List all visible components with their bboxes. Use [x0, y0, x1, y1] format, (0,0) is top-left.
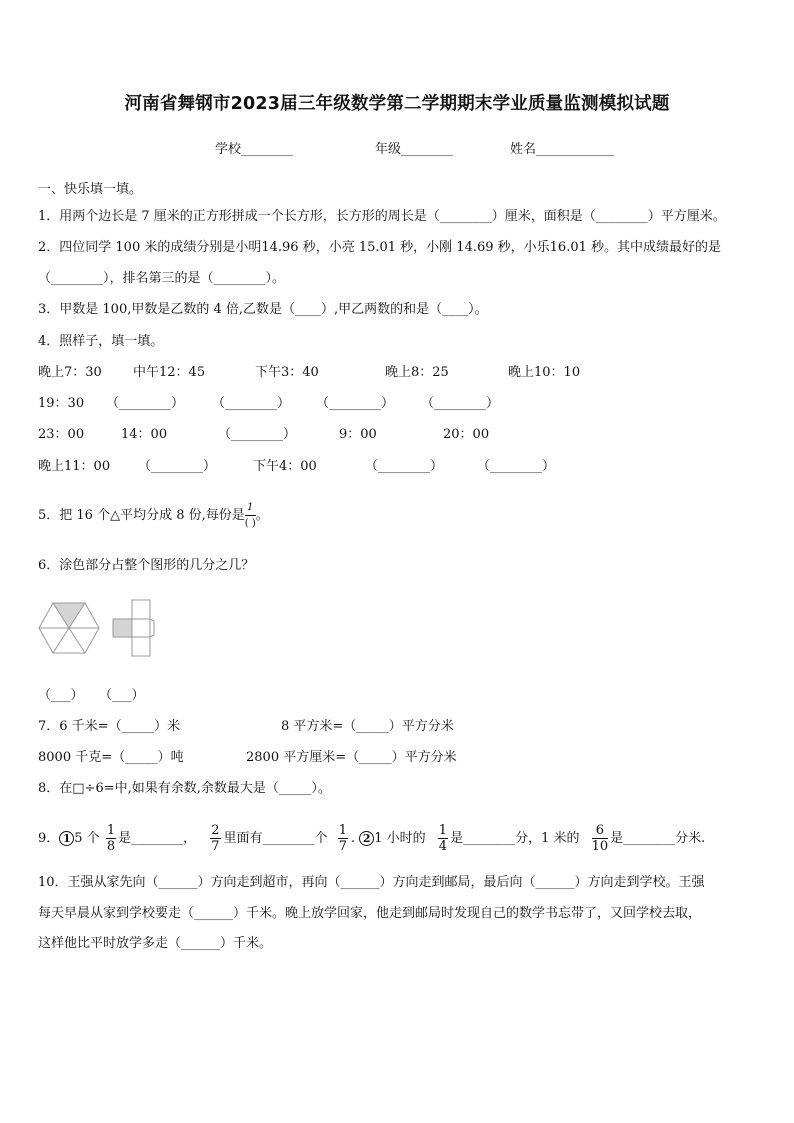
- question-10-line-1: 10．王强从家先向（______）方向走到超市，再向（______）方向走到邮局，最后向（______）方向走到学校。王强: [38, 875, 705, 890]
- time-cell: 晚上11：00: [38, 459, 111, 474]
- fraction-numerator: 1: [338, 823, 347, 838]
- time-cell: 19：30: [38, 396, 85, 411]
- question-1: 1．用两个边长是 7 厘米的正方形拼成一个长方形，长方形的周长是（________）厘米，面积是（________）平方厘米。: [38, 209, 726, 224]
- time-cell: 下午3：40: [255, 365, 319, 380]
- time-cell: 下午4：00: [253, 459, 317, 474]
- fraction-numerator: 6: [592, 823, 609, 839]
- fraction-denominator: 10: [591, 839, 609, 854]
- question-4-label: 4．照样子，填一填。: [38, 334, 164, 349]
- question-9-text: 5 个: [74, 831, 100, 846]
- question-7a: 7．6 千米=（_____）米: [38, 719, 181, 734]
- fraction: [210, 823, 220, 854]
- answer-blank[interactable]: （________）: [138, 459, 217, 474]
- question-5: [38, 500, 269, 531]
- answer-blank[interactable]: （________）: [316, 396, 395, 411]
- time-cell: 9：00: [339, 427, 377, 442]
- fraction-denominator: 7: [211, 839, 220, 854]
- question-7b: 8 平方米=（_____）平方分米: [281, 719, 454, 734]
- question-10-line-2: 每天早晨从家到学校要走（______）千米。晚上放学回家，他走到邮局时发现自己的数学书忘带了，又回学校去取，: [38, 906, 702, 921]
- question-9-text: 是________，: [118, 831, 197, 846]
- name-field[interactable]: 姓名____________: [510, 142, 615, 157]
- question-9-text: .: [350, 831, 360, 846]
- time-cell: 20：00: [443, 427, 490, 442]
- answer-blank[interactable]: （________）: [477, 459, 556, 474]
- fraction-denominator: 4: [438, 839, 448, 854]
- question-2-line-1: 2．四位同学 100 米的成绩分别是小明14.96 秒，小亮 15.01 秒，小刚 14.69 秒，小乐16.01 秒。其中成绩最好的是: [38, 240, 722, 255]
- fraction: [245, 500, 256, 531]
- question-7d: 2800 平方厘米=（_____）平方分米: [246, 750, 457, 765]
- fraction: [106, 823, 116, 854]
- question-9-text: 里面有________个: [223, 831, 328, 846]
- question-9-text: 1 小时的: [374, 831, 426, 846]
- fraction: [592, 823, 609, 854]
- fraction-numerator: 1: [106, 823, 116, 838]
- time-cell: 晚上10：10: [508, 365, 581, 380]
- fraction: [338, 823, 348, 854]
- answer-blank[interactable]: （___）: [38, 688, 84, 703]
- question-9-text: 是________分，1 米的: [450, 831, 580, 846]
- question-9-prefix: 9．: [38, 831, 60, 846]
- question-9: [38, 819, 705, 859]
- time-cell: 晚上8：25: [385, 365, 449, 380]
- grade-field[interactable]: 年级________: [375, 142, 454, 157]
- answer-blank[interactable]: （________）: [212, 396, 291, 411]
- question-8: 8．在□÷6=中,如果有余数,余数最大是（_____）。: [38, 781, 331, 796]
- fraction-numerator: 1: [438, 823, 448, 838]
- cube-net-figure: [112, 598, 156, 660]
- question-7c: 8000 千克=（_____）吨: [38, 750, 184, 765]
- time-cell: 中午12：45: [133, 365, 206, 380]
- answer-blank[interactable]: （________）: [218, 427, 297, 442]
- question-5-end: 。: [255, 508, 269, 523]
- question-9-text: 是________分米.: [610, 831, 706, 846]
- fraction-numerator: 1: [245, 500, 256, 516]
- answer-blank[interactable]: （________）: [106, 396, 185, 411]
- answer-blank[interactable]: （___）: [99, 688, 145, 703]
- question-10-line-3: 这样他比平时放学多走（______）千米。: [38, 936, 273, 951]
- page-title: 河南省舞钢市2023届三年级数学第二学期期末学业质量监测模拟试题: [124, 94, 670, 114]
- question-3: 3．甲数是 100,甲数是乙数的 4 倍,乙数是（____）,甲乙两数的和是（____）。: [38, 302, 488, 317]
- circled-number: 2: [359, 831, 374, 846]
- circled-number: 1: [59, 831, 74, 846]
- answer-blank[interactable]: （________）: [365, 459, 444, 474]
- school-field[interactable]: 学校________: [215, 142, 294, 157]
- time-cell: 晚上7：30: [38, 365, 102, 380]
- fraction: [438, 823, 448, 854]
- question-5-text: 5．把 16 个△平均分成 8 份,每份是: [38, 508, 245, 523]
- time-cell: 23：00: [38, 427, 85, 442]
- fraction-denominator: 7: [338, 839, 347, 854]
- fraction-denominator[interactable]: ( ): [244, 518, 256, 529]
- fraction-denominator: 8: [106, 839, 116, 854]
- time-cell: 14：00: [121, 427, 168, 442]
- question-6: 6．涂色部分占整个图形的几分之几？: [38, 558, 255, 573]
- fraction-numerator: 2: [211, 823, 220, 838]
- question-2-line-2: （________），排名第三的是（________）。: [38, 271, 286, 286]
- answer-blank[interactable]: （________）: [421, 396, 500, 411]
- section-heading: 一、快乐填一填。: [38, 182, 143, 197]
- hexagon-figure: [38, 600, 100, 656]
